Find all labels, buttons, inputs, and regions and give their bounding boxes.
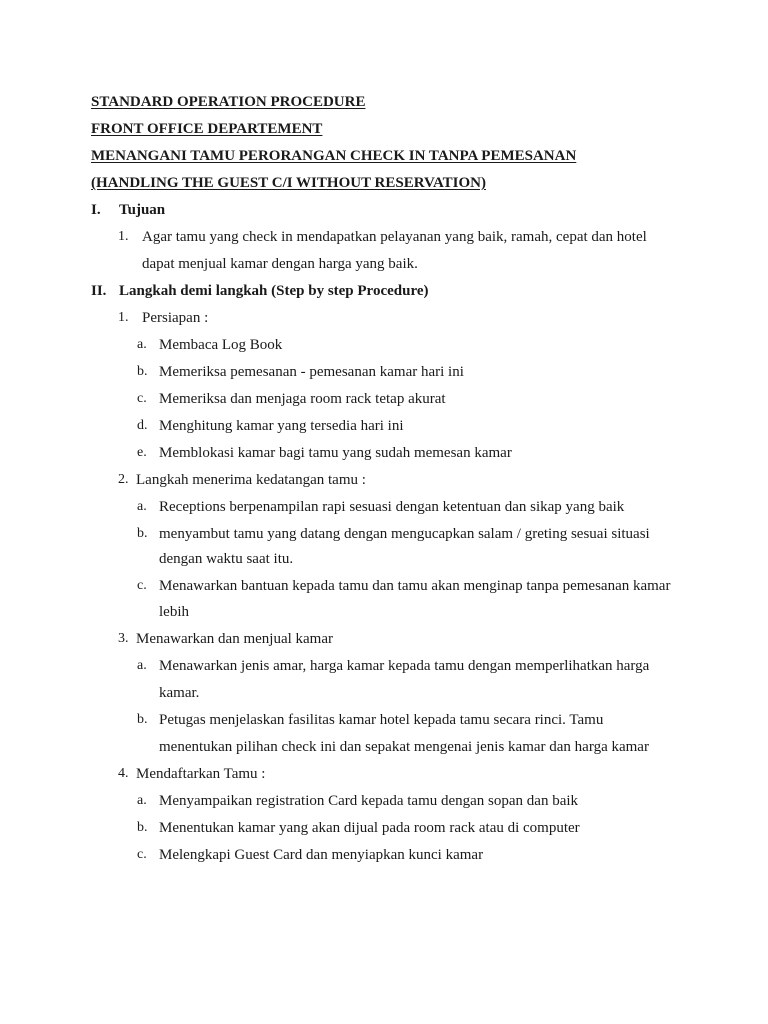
- subitem-text: Membaca Log Book: [159, 337, 283, 353]
- subitem-text: Menyampaikan registration Card kepada tamu dengan sopan dan baik: [159, 793, 579, 809]
- subitem-letter: a.: [137, 337, 147, 352]
- subitem-letter: b.: [137, 712, 148, 727]
- subitem-text: Memeriksa dan menjaga room rack tetap akurat: [159, 391, 446, 407]
- subitem-text-continued: menentukan pilihan check ini dan sepakat mengenai jenis kamar dan harga kamar: [159, 739, 649, 755]
- item-number: 1.: [118, 229, 129, 244]
- subitem-letter: b.: [137, 526, 148, 541]
- subitem-text: Menghitung kamar yang tersedia hari ini: [159, 418, 404, 434]
- section-numeral: II.: [91, 283, 107, 299]
- item-text-continued: dapat menjual kamar dengan harga yang baik.: [142, 256, 418, 272]
- section-numeral: I.: [91, 202, 101, 218]
- subitem-letter: a.: [137, 499, 147, 514]
- subitem-text: menyambut tamu yang datang dengan mengucapkan salam / greting sesuai situasi: [159, 526, 650, 542]
- item-number: 1.: [118, 310, 129, 325]
- subitem-letter: d.: [137, 418, 148, 433]
- subitem-letter: b.: [137, 820, 148, 835]
- subitem-text: Melengkapi Guest Card dan menyiapkan kunci kamar: [159, 847, 484, 863]
- doc-title-line-3: MENANGANI TAMU PERORANGAN CHECK IN TANPA PEMESANAN: [91, 148, 577, 164]
- subitem-text: Receptions berpenampilan rapi sesuasi dengan ketentuan dan sikap yang baik: [159, 499, 625, 515]
- subitem-text: Menentukan kamar yang akan dijual pada room rack atau di computer: [159, 820, 580, 836]
- section-title: Langkah demi langkah (Step by step Procedure): [119, 283, 429, 299]
- item-number: 2.: [118, 472, 129, 487]
- subitem-text: Menawarkan jenis amar, harga kamar kepada tamu dengan memperlihatkan harga: [159, 658, 650, 674]
- subitem-letter: c.: [137, 391, 147, 406]
- item-text: Mendaftarkan Tamu :: [136, 766, 266, 782]
- subitem-letter: c.: [137, 847, 147, 862]
- item-text: Menawarkan dan menjual kamar: [136, 631, 333, 647]
- doc-title-line-4: (HANDLING THE GUEST C/I WITHOUT RESERVATION): [91, 175, 486, 191]
- doc-title-line-2: FRONT OFFICE DEPARTEMENT: [91, 121, 323, 137]
- subitem-text: Menawarkan bantuan kepada tamu dan tamu akan menginap tanpa pemesanan kamar: [159, 578, 671, 594]
- subitem-text-continued: lebih: [159, 604, 189, 620]
- subitem-letter: a.: [137, 658, 147, 673]
- subitem-text-continued: dengan waktu saat itu.: [159, 551, 294, 567]
- doc-title-line-1: STANDARD OPERATION PROCEDURE: [91, 94, 366, 110]
- item-number: 4.: [118, 766, 129, 781]
- subitem-letter: b.: [137, 364, 148, 379]
- item-number: 3.: [118, 631, 129, 646]
- subitem-text-continued: kamar.: [159, 685, 200, 701]
- item-text: Langkah menerima kedatangan tamu :: [136, 472, 366, 488]
- item-text: Persiapan :: [142, 310, 209, 326]
- subitem-letter: e.: [137, 445, 147, 460]
- section-title: Tujuan: [119, 202, 166, 218]
- item-text: Agar tamu yang check in mendapatkan pelayanan yang baik, ramah, cepat dan hotel: [142, 229, 647, 245]
- subitem-text: Petugas menjelaskan fasilitas kamar hotel kepada tamu secara rinci. Tamu: [159, 712, 604, 728]
- subitem-text: Memeriksa pemesanan - pemesanan kamar hari ini: [159, 364, 464, 380]
- subitem-letter: a.: [137, 793, 147, 808]
- subitem-letter: c.: [137, 578, 147, 593]
- subitem-text: Memblokasi kamar bagi tamu yang sudah memesan kamar: [159, 445, 512, 461]
